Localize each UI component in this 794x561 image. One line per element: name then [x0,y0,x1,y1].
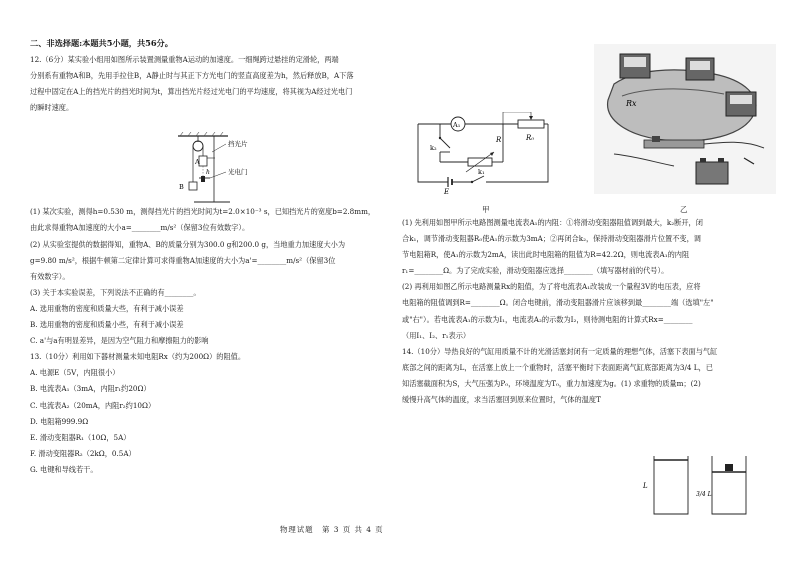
q13-p2-line-1: (2) 再利用如图乙所示电路测量Rx的阻值，为了将电流表A₁改装成一个量程3V的电压表，应将 [402,282,701,292]
q13-p2-line-3: 或"右"）。若电流表A₁的示数为I₁，电流表A₂的示数为I₂，则待测电阻的计算式Rx=________ [402,314,693,324]
q12-p1-line-1: (1) 某次实验，测得h=0.530 m，测得挡光片的挡光时间为t=2.0×10⁻³ s，已知挡光片的宽度b=2.8mm， [30,207,376,217]
q13-item-f: F. 滑动变阻器R₂（2kΩ，0.5A） [30,448,136,458]
right-column [402,218,774,411]
label-e: E [444,188,450,196]
apparatus-photo-yi [594,44,776,194]
q13-p2-line-4: （用I₁、I₂、r₁表示） [402,330,471,340]
label-34l: 3/4 L [696,491,712,498]
q13-item-b: B. 电流表A₁（3mA，内阻r₁约20Ω） [30,384,151,394]
q13-p1-line-3: 节电阻箱R，使A₁的示数为2mA，读出此时电阻箱的阻值为R=42.2Ω，则电流表A₁的内阻 [402,250,690,260]
q14-line-2: 底部之间的距离为L，在活塞上放上一个重物时，活塞平衡时下表面距离气缸底部距离为3/4 L，已 [402,362,713,372]
q13-item-a: A. 电源E（5V，内阻很小） [30,368,120,378]
q14-line-1: 14.（10分）导热良好的气缸用质量不计的光滑活塞封闭有一定质量的理想气体，活塞下表面与气缸 [402,346,718,356]
q12-option-a: A. 选用重物的密度和质量大些，有利于减小误差 [30,303,184,313]
label-a1: A₁ [453,121,461,129]
left-column [30,38,392,481]
q12-option-c: C. a'与a有明显差异，是因为空气阻力和摩擦阻力的影响 [30,336,209,346]
q14-line-4: 缓慢升高气体的温度，求当活塞回到原来位置时，气体的温度T [402,395,601,405]
label-shade: 挡光片 [228,140,248,148]
q12-line-3: 过程中固定在A上的挡光片的挡光时间为t，算出挡光片经过光电门的平均速度，将其视为A经过光电门 [30,87,353,97]
label-photogate: 光电门 [228,168,248,176]
q13-item-e: E. 滑动变阻器R₁（10Ω，5A） [30,432,131,442]
label-r: R [496,136,502,144]
q12-line-1: 12.（6分）某实验小组用如图所示装置测量重物A运动的加速度。一细绳跨过悬挂的定滑轮，两端 [30,55,339,64]
q12-line-4: 的瞬时速度。 [30,103,74,113]
q13-p1-line-4: r₁=________Ω。为了完成实验，滑动变阻器应选择________（填写器材前的代号）。 [402,266,669,276]
q13-item-g: G. 电键和导线若干。 [30,464,98,474]
label-k1: k₁ [478,168,485,176]
pulley-apparatus-figure [168,132,278,208]
q13-item-d: D. 电阻箱999.9Ω [30,416,89,426]
label-b: B [179,183,184,191]
page-footer: 物理试题 第 3 页 共 4 页 [280,525,384,534]
label-rx: Rx [626,99,637,108]
circuit-diagram-jia [408,112,558,198]
cylinder-figure [640,452,780,518]
q12-p2-line-3: 有效数字）。 [30,271,70,281]
label-h: h [206,169,210,176]
q12-option-b: B. 选用重物的密度和质量小些，有利于减小误差 [30,320,184,330]
q12-p3: (3) 关于本实验误差，下列说法不正确的有________。 [30,287,201,297]
q14-line-3: 知活塞截面积为S，大气压强为P₀，环境温度为T₀，重力加速度为g。(1) 求重物的质量m；(2) [402,378,701,388]
q12-p1-line-2: 由此求得重物A加速度的大小a=________m/s²（保留3位有效数字）。 [30,223,250,233]
q13-p2-line-2: 电阻箱的阻值调到R=________Ω。闭合电键前，滑动变阻器滑片应该移到最________端（选填"左" [402,298,714,308]
q13-item-c: C. 电流表A₂（20mA，内阻r₂约10Ω） [30,400,156,410]
label-k2: k₂ [430,144,437,152]
q13-p1-line-2: 合k₁，调节滑动变阻器R₀使A₁的示数为3mA；②再闭合k₂，保持滑动变阻器滑片位置不变，调 [402,234,701,244]
label-r0: R₀ [526,134,535,142]
caption-jia: 甲 [482,205,490,214]
q12-p2-line-2: g=9.80 m/s²，根据牛顿第二定律计算可求得重物A加速度的大小为a'=________m/s²（保留3位 [30,255,336,265]
label-a: A [195,158,200,166]
section-title: 二、非选择题:本题共5小题，共56分。 [30,38,173,48]
q12-p2-line-1: (2) 从实验室提供的数据得知，重物A、B的质量分别为300.0 g和200.0 g，当地重力加速度大小为 [30,239,346,249]
q13-stem: 13.（10分）利用如下器材测量未知电阻Rx（约为200Ω）的阻值。 [30,352,246,362]
q12-line-2: 分别系有重物A和B，先用手拉住B，A静止时与其正下方光电门的竖直高度差为h，然后释放B，A下落 [30,71,354,81]
q13-p1-line-1: (1) 先利用如图甲所示电路图测量电流表A₁的内阻：①将滑动变阻器阻值调到最大，k₂断开，闭 [402,218,703,227]
label-l: L [643,482,648,490]
caption-yi: 乙 [680,205,688,214]
